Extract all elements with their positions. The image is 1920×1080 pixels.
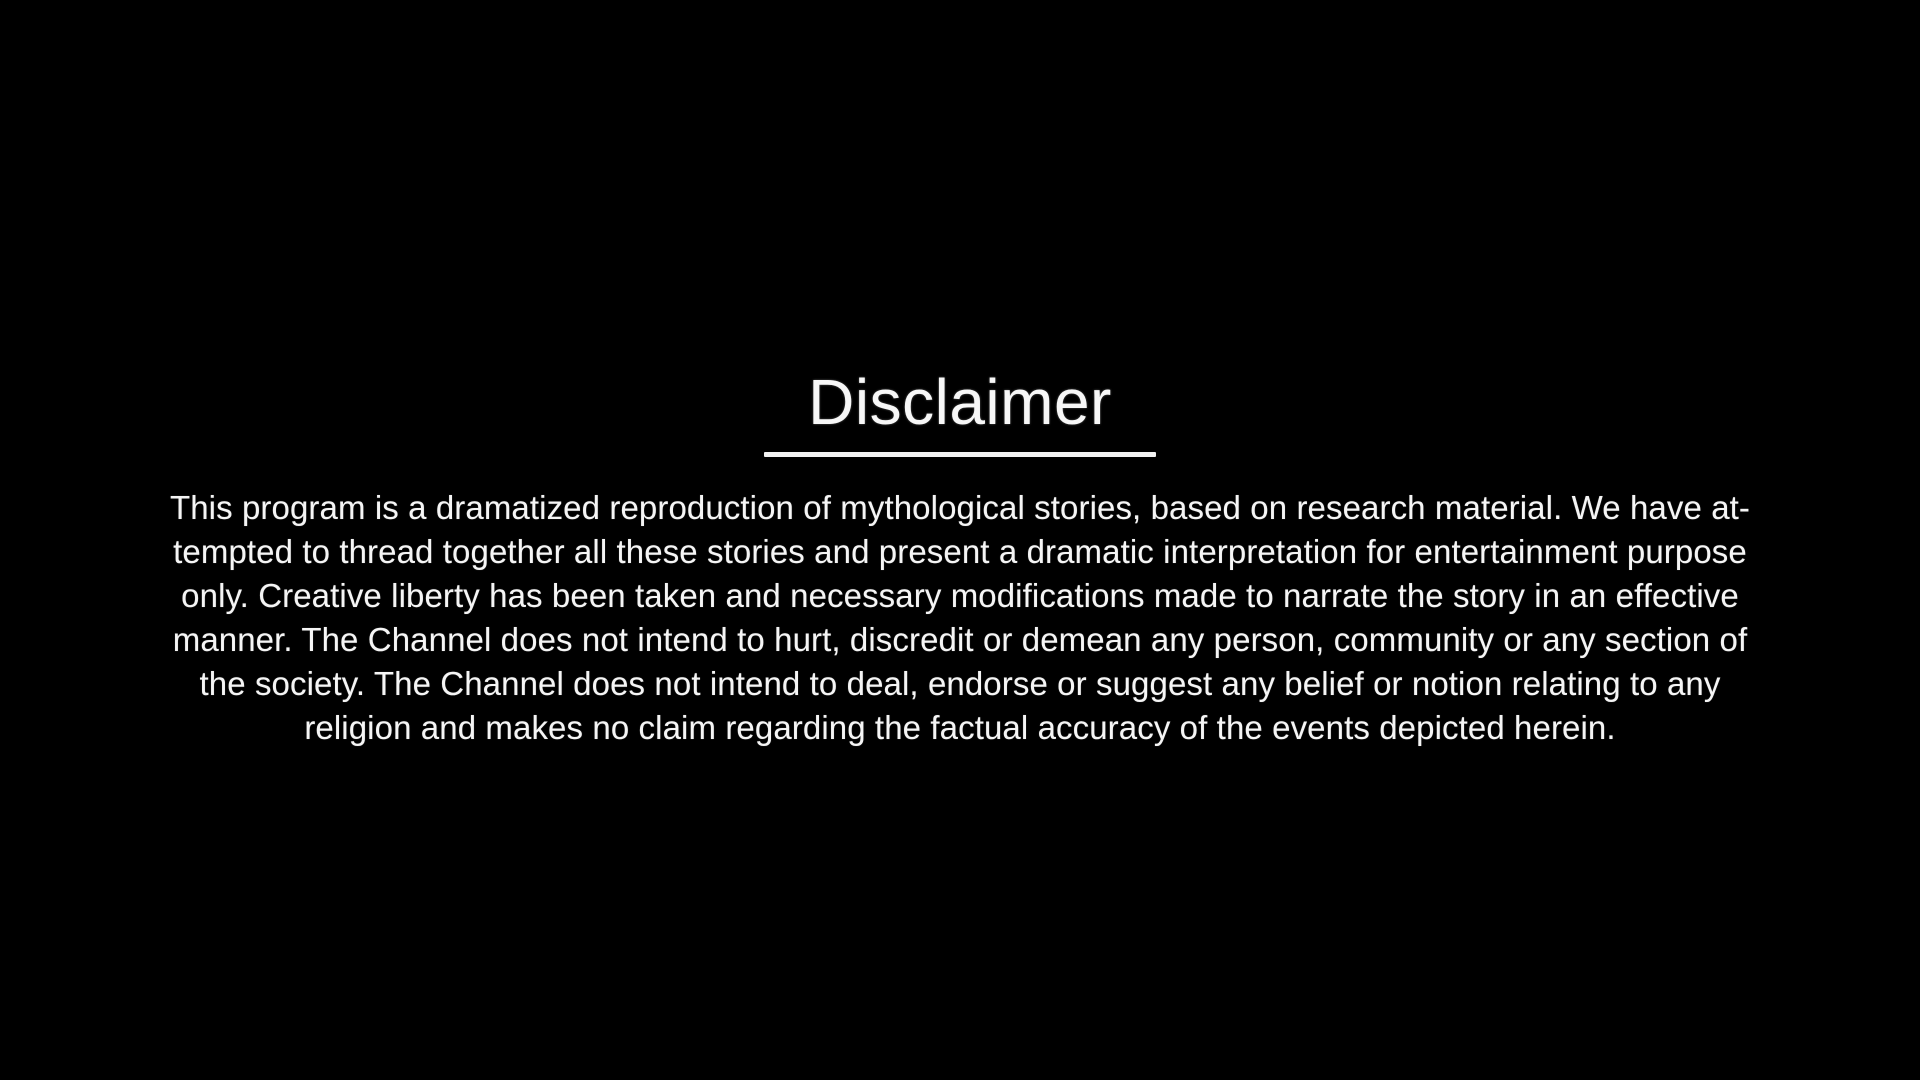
disclaimer-title: Disclaimer — [808, 366, 1112, 438]
disclaimer-text-line: manner. The Channel does not intend to hurt, discredit or demean any person, community or any section of — [172, 621, 1748, 658]
disclaimer-paragraph — [0, 486, 1920, 750]
disclaimer-header — [0, 366, 1920, 457]
disclaimer-text-line: the society. The Channel does not intend to deal, endorse or suggest any belief or notion relating to any — [199, 665, 1721, 702]
disclaimer-text-line: This program is a dramatized reproduction of mythological stories, based on research material. We have at- — [169, 489, 1751, 526]
disclaimer-text-line: tempted to thread together all these stories and present a dramatic interpretation for entertainment purpose — [173, 533, 1747, 570]
title-underline-divider — [764, 452, 1156, 457]
disclaimer-text-line: religion and makes no claim regarding the factual accuracy of the events depicted herein. — [304, 709, 1616, 746]
disclaimer-text-line: only. Creative liberty has been taken and necessary modifications made to narrate the story in an effective — [181, 577, 1739, 614]
